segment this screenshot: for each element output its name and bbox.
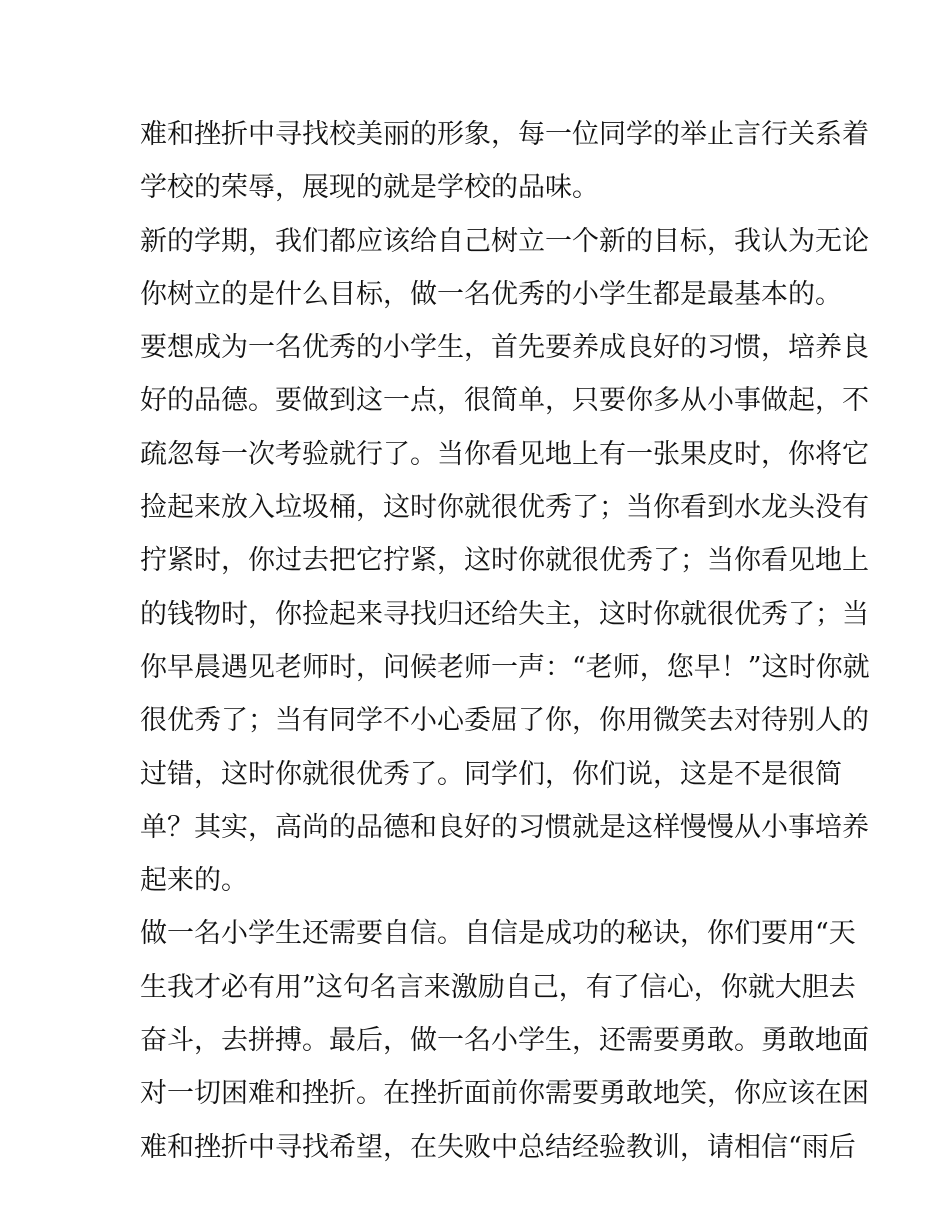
text-line: 疏忽每一次考验就行了。当你看见地上有一张果皮时，你将它 xyxy=(140,438,869,470)
text-line: 生我才必有用”这句名言来激励自己，有了信心，你就大胆去 xyxy=(140,971,856,1003)
text-line: 过错，这时你就很优秀了。同学们，你们说，这是不是很简 xyxy=(140,758,842,790)
text-line: 学校的荣辱，展现的就是学校的品味。 xyxy=(140,172,599,204)
text-line: 你早晨遇见老师时，问候老师一声：“老师，您早！”这时你就 xyxy=(140,651,870,683)
text-line: 难和挫折中寻找希望，在失败中总结经验教训，请相信“雨后 xyxy=(140,1131,856,1163)
text-line: 好的品德。要做到这一点，很简单，只要你多从小事做起，不 xyxy=(140,385,869,417)
document-body xyxy=(140,108,870,1174)
text-line: 做一名小学生还需要自信。自信是成功的秘诀，你们要用“天 xyxy=(140,918,856,950)
text-line: 要想成为一名优秀的小学生，首先要养成良好的习惯，培养良 xyxy=(140,332,869,364)
text-line: 起来的。 xyxy=(140,865,248,897)
text-line: 的钱物时，你捡起来寻找归还给失主，这时你就很优秀了；当 xyxy=(140,598,869,630)
text-line: 难和挫折中寻找校美丽的形象，每一位同学的举止言行关系着 xyxy=(140,119,869,150)
text-line: 很优秀了；当有同学不小心委屈了你，你用微笑去对待别人的 xyxy=(140,705,869,737)
text-line: 新的学期，我们都应该给自己树立一个新的目标，我认为无论 xyxy=(140,225,869,257)
text-line: 单？其实，高尚的品德和良好的习惯就是这样慢慢从小事培养 xyxy=(140,811,869,843)
text-line: 捡起来放入垃圾桶，这时你就很优秀了；当你看到水龙头没有 xyxy=(140,492,869,524)
text-line: 拧紧时，你过去把它拧紧，这时你就很优秀了；当你看见地上 xyxy=(140,545,869,577)
text-line: 你树立的是什么目标，做一名优秀的小学生都是最基本的。 xyxy=(140,278,842,310)
text-line: 奋斗，去拼搏。最后，做一名小学生，还需要勇敢。勇敢地面 xyxy=(140,1025,869,1057)
text-line: 对一切困难和挫折。在挫折面前你需要勇敢地笑，你应该在困 xyxy=(140,1078,869,1110)
